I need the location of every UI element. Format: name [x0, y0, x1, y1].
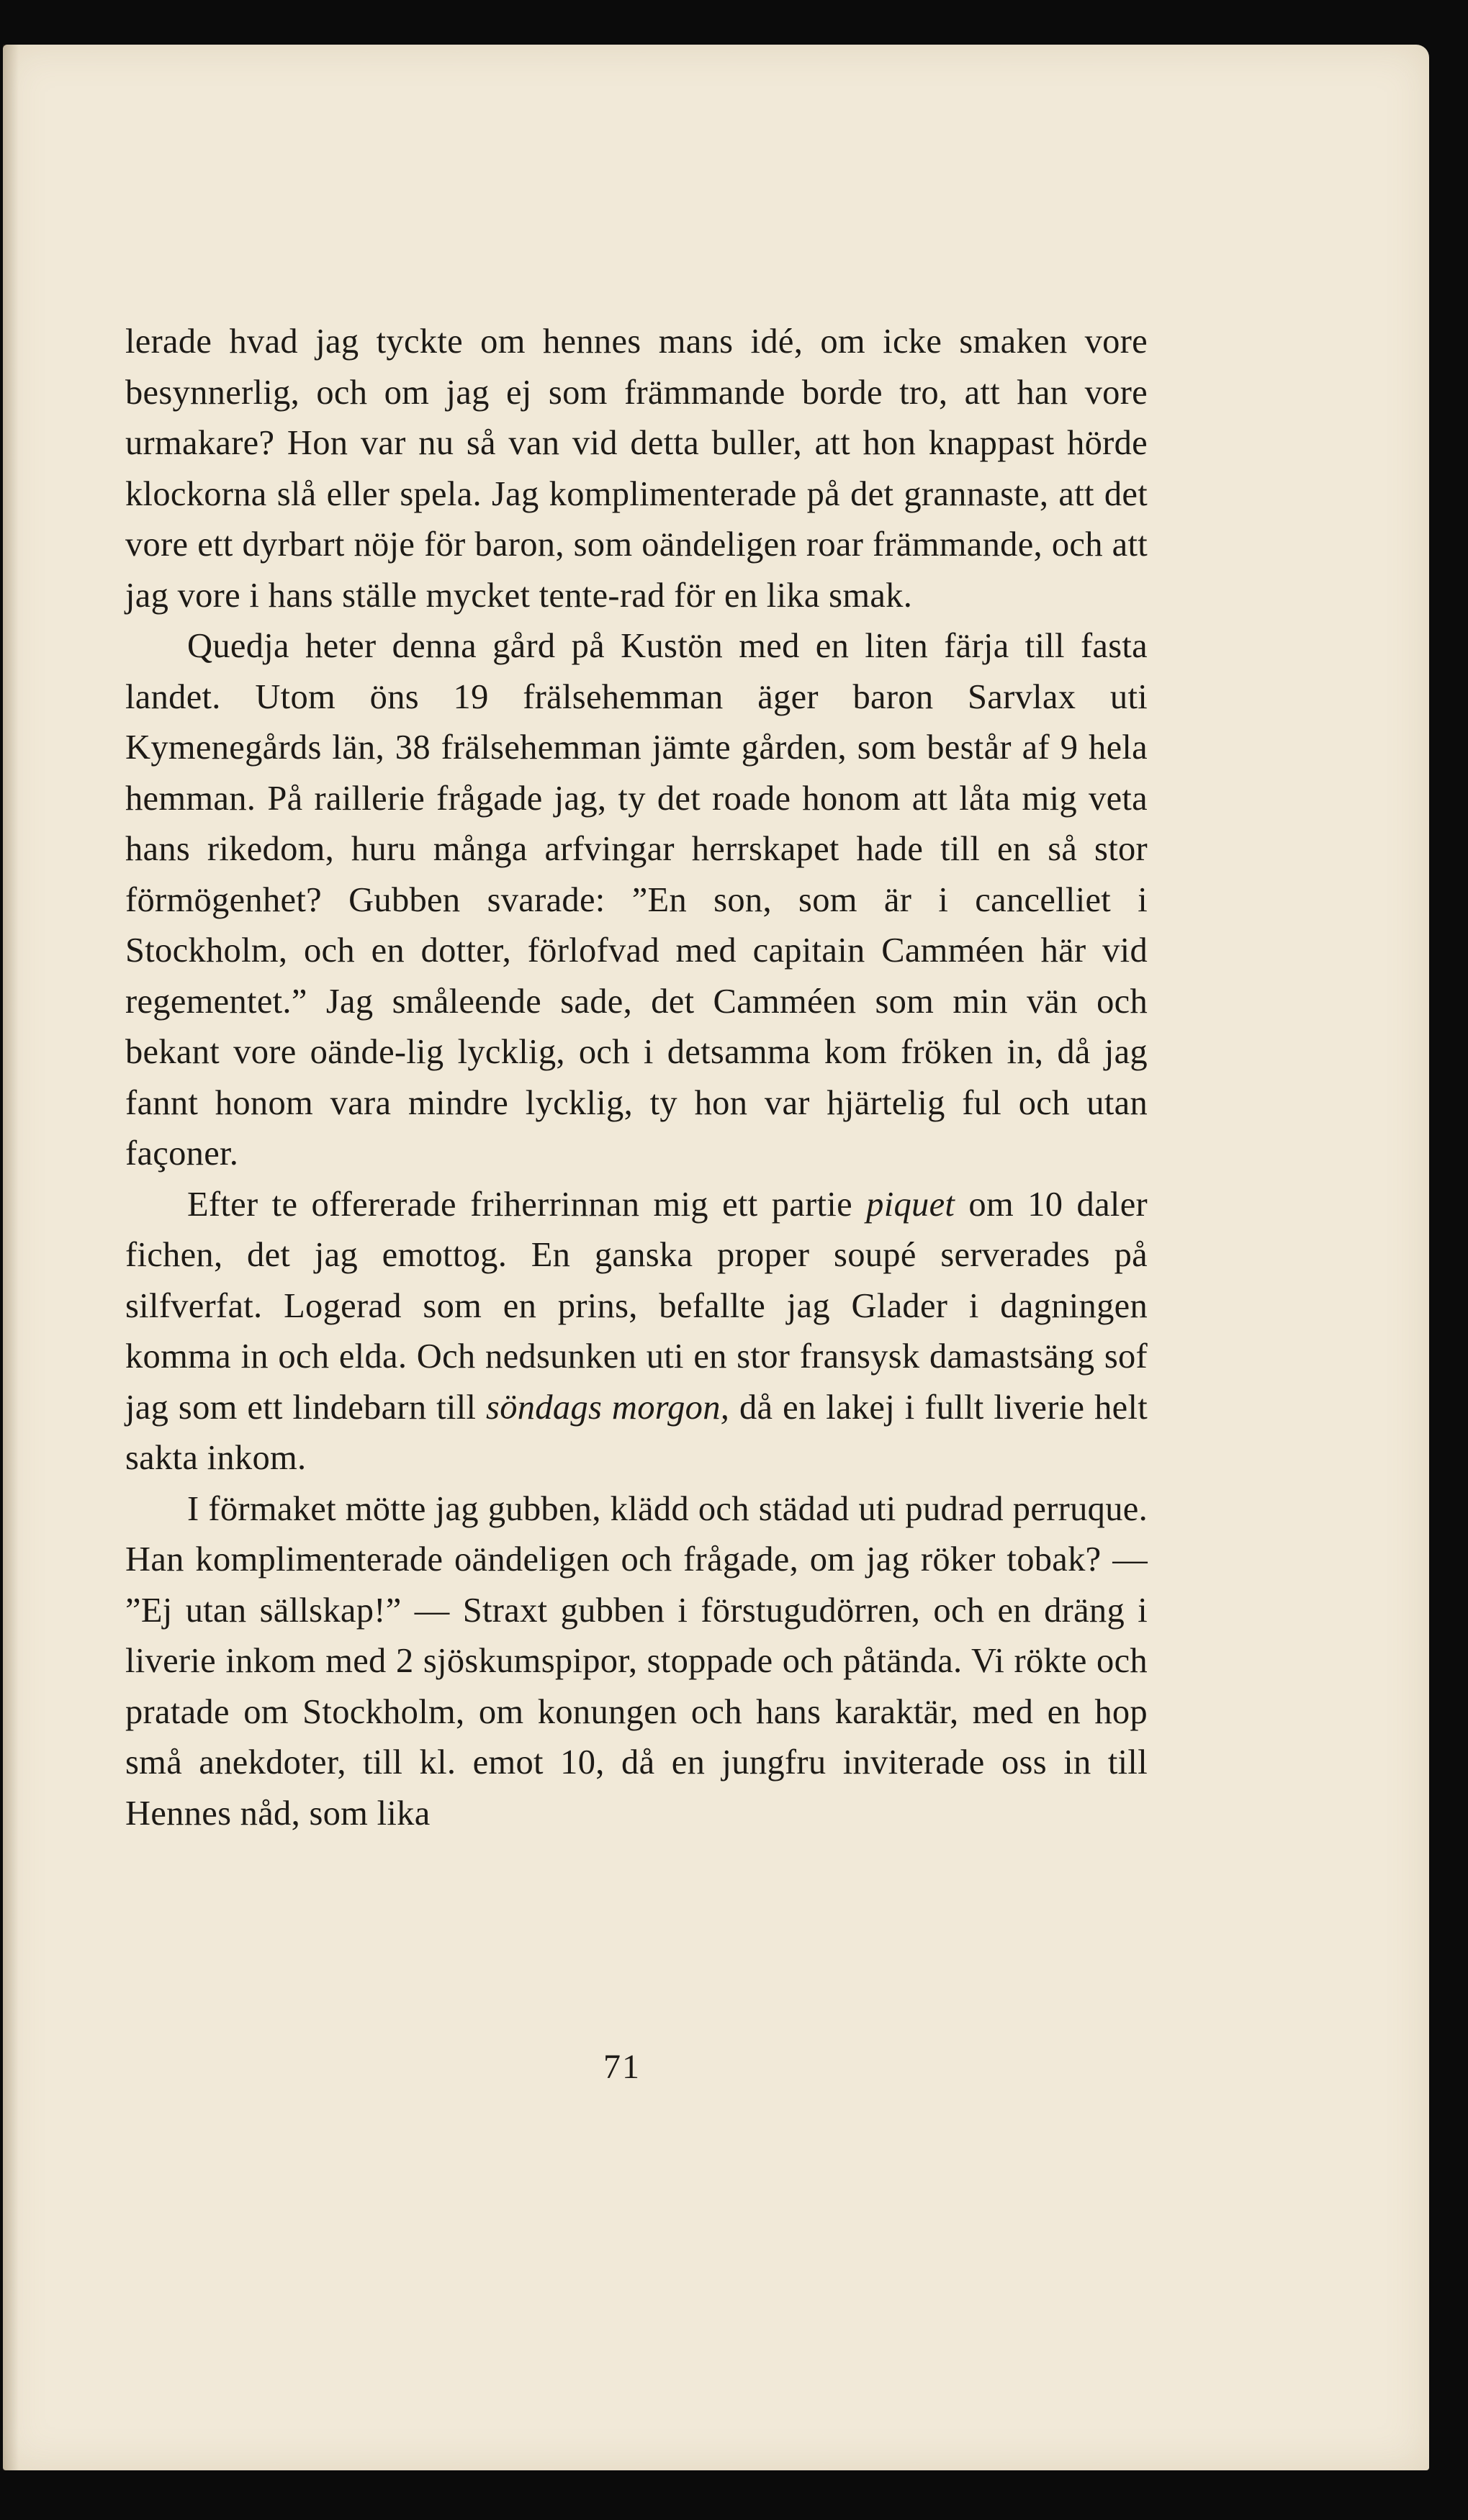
book-page [3, 45, 1429, 2470]
paragraph [125, 621, 1148, 1180]
text-run: om 10 daler fichen, det jag emottog. En ganska proper soupé serverades på silfverfat. Logerad som en prins, befallte jag Glader i dagningen komma in och elda. Och nedsunken uti en stor fransysk damastsäng sof jag som ett lindebarn till [125, 1185, 1148, 1427]
paragraph [125, 1180, 1148, 1484]
page-gutter-shadow [3, 45, 19, 2470]
text-run: lerade hvad jag tyckte om hennes mans idé, om icke smaken vore besynnerlig, och om jag ej som främmande borde tro, att han vore urmakare? Hon var nu så van vid detta buller, att hon knappast hörde klockorna slå eller spela. Jag komplimenterade på det grannaste, att det vore ett dyrbart nöje för baron, som oändeligen roar främmande, och att jag vore i hans ställe mycket tente-rad för en lika smak. [125, 322, 1148, 615]
italic-text: söndags morgon, [486, 1388, 730, 1427]
body-text [125, 317, 1148, 1839]
italic-text: piquet [866, 1185, 955, 1224]
text-run: då en lakej i fullt liverie helt sakta inkom. [125, 1388, 1148, 1477]
paragraph [125, 317, 1148, 621]
page-number: 71 [603, 2048, 641, 2086]
text-run: Quedja heter denna gård på Kustön med en liten färja till fasta landet. Utom öns 19 frälsehemman äger baron Sarvlax uti Kymenegårds län, 38 frälsehemman jämte gården, som består af 9 hela hemman. På raillerie frågade jag, ty det roade honom att låta mig veta hans rikedom, huru många arfvingar herrskapet hade till en så stor förmögenhet? Gubben svarade: ”En son, som är i cancelliet i Stockholm, och en dotter, förlofvad med capitain Camméen här vid regementet.” Jag småleende sade, det Camméen som min vän och bekant vore oände-lig lycklig, och i detsamma kom fröken in, då jag fannt honom vara mindre lycklig, ty hon var hjärtelig ful och utan façoner. [125, 627, 1148, 1173]
text-run: Efter te offererade friherrinnan mig ett partie [187, 1185, 867, 1224]
paragraph [125, 1484, 1148, 1840]
text-run: I förmaket mötte jag gubben, klädd och städad uti pudrad perruque. Han komplimenterade oändeligen och frågade, om jag röker tobak? — ”Ej utan sällskap!” — Straxt gubben i förstugudörren, och en dräng i liverie inkom med 2 sjöskumspipor, stoppade och påtända. Vi rökte och pratade om Stockholm, om konungen och hans karaktär, med en hop små anekdoter, till kl. emot 10, då en jungfru inviterade oss in till Hennes nåd, som lika [125, 1489, 1148, 1833]
